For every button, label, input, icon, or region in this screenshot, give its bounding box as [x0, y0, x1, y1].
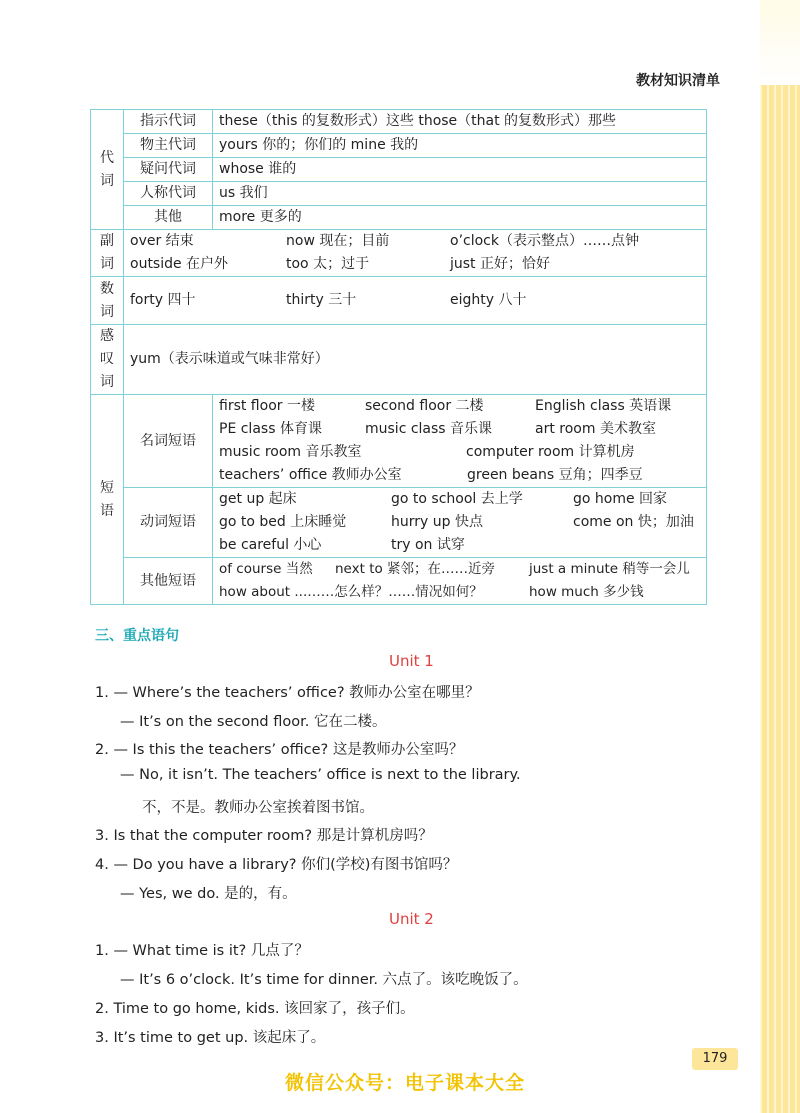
vocabulary-table: [90, 109, 707, 605]
sentence: 1. — What time is it? 几点了？: [95, 943, 309, 959]
table-row: [91, 488, 707, 558]
word-item: of course 当然: [219, 561, 313, 577]
row-content: yours 你的；你们的 mine 我的: [213, 134, 707, 158]
word-item: get up 起床: [219, 491, 297, 507]
word-item: just 正好；恰好: [450, 256, 550, 272]
row-content: more 更多的: [213, 206, 707, 230]
word-item: computer room 计算机房: [466, 444, 635, 460]
sentence: — It’s 6 o’clock. It’s time for dinner. 六点了。该吃晚饭了。: [120, 972, 528, 988]
word-item: forty 四十: [130, 292, 196, 308]
subcategory-label: 物主代词: [124, 134, 213, 158]
sentence: 2. — Is this the teachers’ office? 这是教师办公室吗？: [95, 742, 464, 758]
row-content: us 我们: [213, 182, 707, 206]
section-title: 三、重点语句: [95, 628, 179, 644]
word-item: be careful 小心: [219, 537, 322, 553]
word-item: try on 试穿: [391, 537, 465, 553]
row-content: [213, 558, 707, 605]
word-item: go to school 去上学: [391, 491, 523, 507]
unit-1-title: Unit 1: [389, 652, 434, 670]
table-row: [91, 110, 707, 134]
word-item: now 现在；目前: [286, 233, 390, 249]
sentence: 2. Time to go home, kids. 该回家了，孩子们。: [95, 1001, 415, 1017]
subcategory-label: 其他短语: [124, 558, 213, 605]
sentence: — Yes, we do. 是的，有。: [120, 886, 297, 902]
subcategory-label: 动词短语: [124, 488, 213, 558]
word-item: how much 多少钱: [529, 584, 644, 600]
word-item: green beans 豆角；四季豆: [467, 467, 643, 483]
table-row: [91, 395, 707, 488]
word-item: hurry up 快点: [391, 514, 483, 530]
subcategory-label: 指示代词: [124, 110, 213, 134]
word-item: English class 英语课: [535, 398, 672, 414]
word-item: teachers’ office 教师办公室: [219, 467, 402, 483]
word-item: outside 在户外: [130, 256, 229, 272]
subcategory-label: 其他: [124, 206, 213, 230]
unit-2-title: Unit 2: [389, 910, 434, 928]
page-number: 179: [692, 1048, 738, 1070]
word-item: music class 音乐课: [365, 421, 493, 437]
running-header: 教材知识清单: [636, 73, 720, 89]
category-numeral: 数词: [91, 277, 124, 325]
sentence: 3. Is that the computer room? 那是计算机房吗？: [95, 828, 433, 844]
word-item: eighty 八十: [450, 292, 527, 308]
word-item: too 太；过于: [286, 256, 370, 272]
sentence: — No, it isn’t. The teachers’ office is next to the library.: [120, 767, 521, 783]
sentence: 不，不是。教师办公室挨着图书馆。: [142, 800, 374, 816]
sentence: 1. — Where’s the teachers’ office? 教师办公室在哪里？: [95, 685, 480, 701]
category-adverb: 副词: [91, 230, 124, 277]
sentence: — It’s on the second floor. 它在二楼。: [120, 714, 387, 730]
table-row: [91, 277, 707, 325]
word-item: just a minute 稍等一会儿: [529, 561, 690, 577]
word-item: go home 回家: [573, 491, 668, 507]
word-item: thirty 三十: [286, 292, 357, 308]
word-item: first floor 一楼: [219, 398, 315, 414]
word-item: music room 音乐教室: [219, 444, 362, 460]
row-content: whose 谁的: [213, 158, 707, 182]
word-item: come on 快；加油: [573, 514, 694, 530]
table-row: [91, 206, 707, 230]
row-content: [213, 395, 707, 488]
row-content: yum（表示味道或气味非常好）: [124, 325, 707, 395]
watermark: 微信公众号：电子课本大全: [285, 1072, 526, 1094]
subcategory-label: 名词短语: [124, 395, 213, 488]
table-row: [91, 325, 707, 395]
row-content: [124, 277, 707, 325]
word-item: second floor 二楼: [365, 398, 484, 414]
table-row: [91, 182, 707, 206]
category-phrase: 短语: [91, 395, 124, 605]
row-content: [213, 488, 707, 558]
category-interjection: 感叹词: [91, 325, 124, 395]
subcategory-label: 人称代词: [124, 182, 213, 206]
row-content: these（this 的复数形式）这些 those（that 的复数形式）那些: [213, 110, 707, 134]
category-pronoun: 代词: [91, 110, 124, 230]
table-row: [91, 134, 707, 158]
subcategory-label: 疑问代词: [124, 158, 213, 182]
table-row: [91, 158, 707, 182]
word-item: PE class 体育课: [219, 421, 322, 437]
sentence: 4. — Do you have a library? 你们(学校)有图书馆吗？: [95, 857, 458, 873]
sentence: 3. It’s time to get up. 该起床了。: [95, 1030, 326, 1046]
word-item: over 结束: [130, 233, 194, 249]
word-item: go to bed 上床睡觉: [219, 514, 347, 530]
word-item: o’clock（表示整点）……点钟: [450, 233, 639, 249]
table-row: [91, 558, 707, 605]
table-row: [91, 230, 707, 277]
word-item: how about ...……怎么样？……情况如何？: [219, 584, 483, 600]
word-item: next to 紧邻；在……近旁: [335, 561, 496, 577]
row-content: [124, 230, 707, 277]
word-item: art room 美术教室: [535, 421, 656, 437]
